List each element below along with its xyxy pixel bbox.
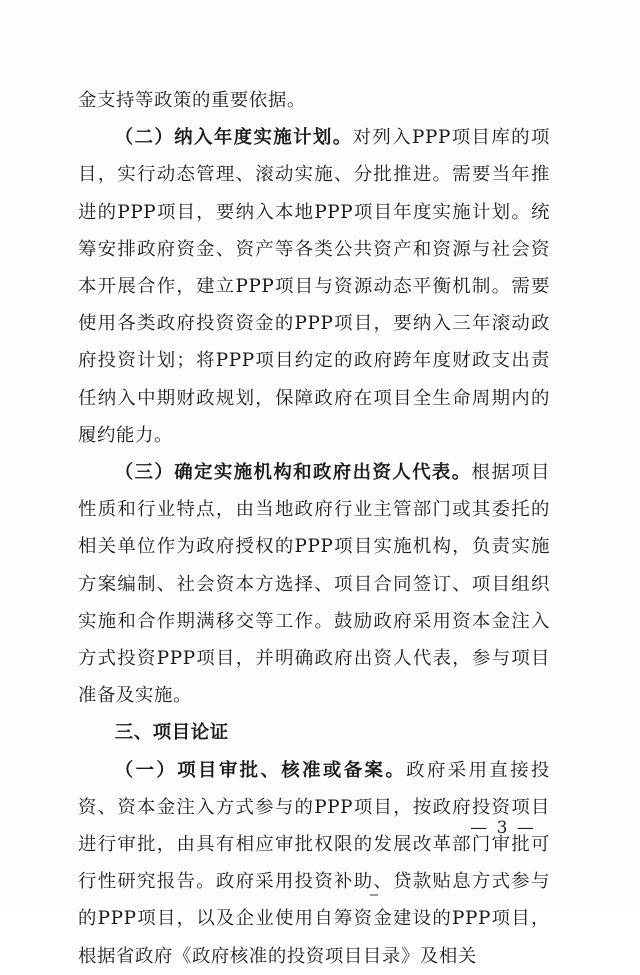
paragraph-continuation [78, 82, 550, 119]
paragraph-approval [78, 752, 550, 975]
paragraph-implementing-agency [78, 454, 550, 714]
paragraph-text: 政府采用直接投资、资本金注入方式参与的PPP项目，按政府投资项目进行审批，由具有相应审批权限的发展改革部门审批可行性研究报告。政府采用投资补助、贷款贴息方式参与的PPP项目，以及企业使用自筹资金建设的PPP项目，根据省政府《政府核准的投资项目目录》及相关 [78, 759, 550, 967]
section-heading: 三、项目论证 [114, 722, 229, 744]
paragraph-lead: （三）确定实施机构和政府出资人代表。 [114, 462, 472, 484]
scan-mark [370, 894, 378, 896]
page-number: — 3 — [470, 818, 536, 838]
paragraph-text: 根据项目性质和行业特点，由当地政府行业主管部门或其委托的相关单位作为政府授权的PPP项目实施机构，负责实施方案编制、社会资本方选择、项目合同签订、项目组织实施和合作期满移交等工作。鼓励政府采用资本金注入方式投资PPP项目，并明确政府出资人代表，参与项目准备及实施。 [78, 462, 550, 707]
paragraph-lead: （一）项目审批、核准或备案。 [114, 759, 407, 781]
paragraph-text: 金支持等政策的重要依据。 [78, 90, 306, 111]
paragraph-annual-plan [78, 119, 550, 454]
paragraph-text: 对列入PPP项目库的项目，实行动态管理、滚动实施、分批推进。需要当年推进的PPP项目，要纳入本地PPP项目年度实施计划。统筹安排政府资金、资产等各类公共资产和资源与社会资本开展合作，建立PPP项目与资源动态平衡机制。需要使用各类政府投资资金的PPP项目，要纳入三年滚动政府投资计划；将PPP项目约定的政府跨年度财政支出责任纳入中期财政规划，保障政府在项目全生命周期内的履约能力。 [78, 127, 550, 446]
paragraph-lead: （二）纳入年度实施计划。 [114, 127, 353, 149]
body-text [78, 82, 550, 975]
